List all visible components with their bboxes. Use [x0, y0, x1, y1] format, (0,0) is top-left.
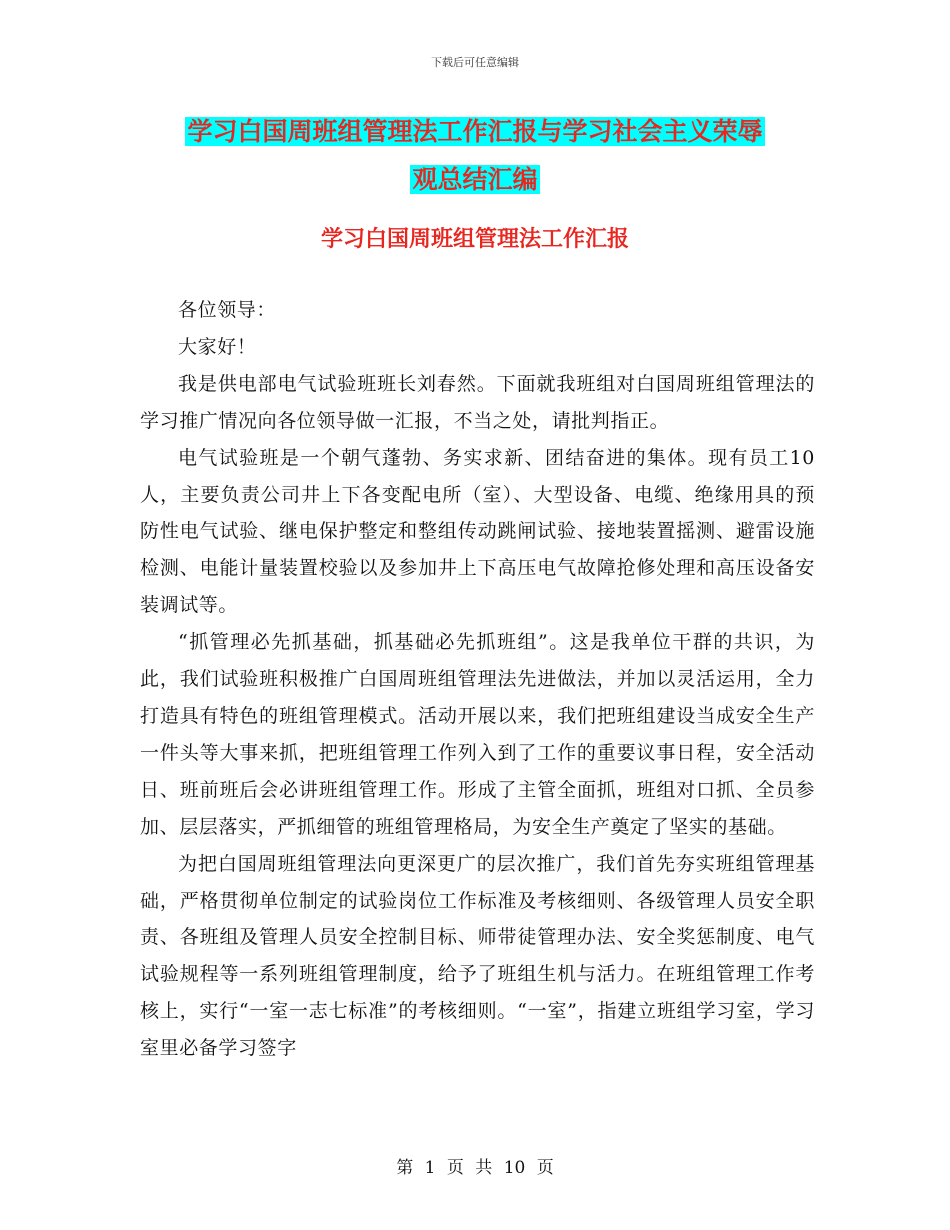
document-title-line-2: 观总结汇编: [412, 165, 538, 194]
paragraph-team: 电气试验班是一个朝气蓬勃、务实求新、团结奋进的集体。现有员工10人，主要负责公司井上下各变配电所（室）、大型设备、电缆、绝缘用具的预防性电气试验、继电保护整定和整组传动跳闸试验、接地装置摇测、避雷设施检测、电能计量装置校验以及参加井上下高压电气故障抢修处理和高压设备安装调试等。: [140, 446, 815, 617]
paragraph-management: “抓管理必先抓基础，抓基础必先抓班组”。这是我单位干群的共识，为此，我们试验班积极推广白国周班组管理法先进做法，并加以灵活运用，全力打造具有特色的班组管理模式。活动开展以来，我们把班组建设当成安全生产一件头等大事来抓，把班组管理工作列入到了工作的重要议事日程，安全活动日、班前班后会必讲班组管理工作。形成了主管全面抓，班组对口抓、全员参加、层层落实，严抓细管的班组管理格局，为安全生产奠定了坚实的基础。: [140, 631, 815, 838]
page-number-footer: 第 1 页 共 10 页: [396, 1158, 554, 1178]
paragraph-intro: 我是供电部电气试验班班长刘春然。下面就我班组对白国周班组管理法的学习推广情况向各位领导做一汇报，不当之处，请批判指正。: [140, 372, 815, 432]
document-title: [150, 108, 800, 204]
body-text: [140, 292, 815, 1067]
salutation: 各位领导：: [178, 299, 277, 321]
document-title-line-1: 学习白国周班组管理法工作汇报与学习社会主义荣辱: [187, 117, 763, 146]
section-title: 学习白国周班组管理法工作汇报: [320, 226, 629, 252]
paragraph-assessment: 为把白国周班组管理法向更深更广的层次推广，我们首先夯实班组管理基础，严格贯彻单位制定的试验岗位工作标准及考核细则、各级管理人员安全职责、各班组及管理人员安全控制目标、师带徒管理办法、安全奖惩制度、电气试验规程等一系列班组管理制度，给予了班组生机与活力。在班组管理工作考核上，实行“一室一志七标准”的考核细则。“一室”，指建立班组学习室，学习室里必备学习签字: [140, 852, 815, 1060]
greeting: 大家好！: [178, 335, 257, 358]
header-note: 下载后可任意编辑: [431, 56, 519, 69]
